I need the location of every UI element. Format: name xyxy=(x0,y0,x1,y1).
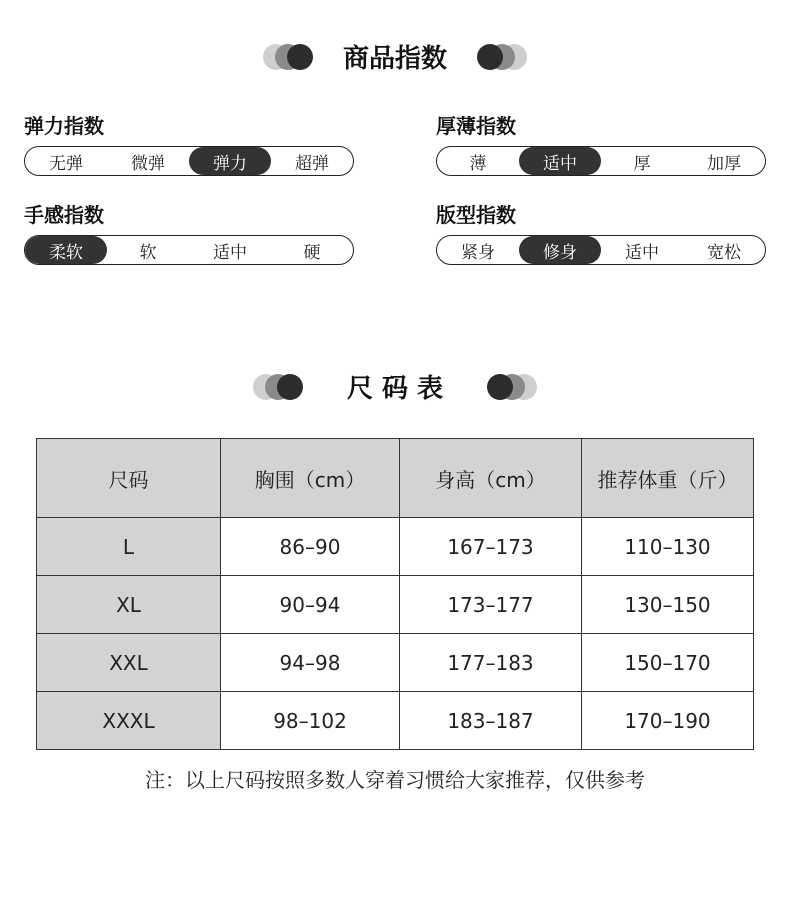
feel-label: 手感指数 xyxy=(24,203,104,227)
size-cell: XL xyxy=(37,576,221,634)
elasticity-option: 超弹 xyxy=(295,153,329,174)
decorative-dots-icon xyxy=(253,374,303,400)
thickness-option: 薄 xyxy=(469,153,487,174)
feel-scale xyxy=(24,235,354,265)
height-cell: 173–177 xyxy=(400,576,582,634)
elasticity-label: 弹力指数 xyxy=(24,114,104,138)
thickness-scale xyxy=(436,146,766,176)
elasticity-option: 无弹 xyxy=(49,153,83,174)
header-chest: 胸围（cm） xyxy=(221,439,400,518)
table-row xyxy=(37,634,754,692)
table-row xyxy=(37,692,754,750)
elasticity-scale xyxy=(24,146,354,176)
table-row xyxy=(37,518,754,576)
fit-label: 版型指数 xyxy=(436,203,516,227)
size-note: 注：以上尺码按照多数人穿着习惯给大家推荐，仅供参考 xyxy=(145,768,645,792)
table-header-row xyxy=(37,439,754,518)
height-cell: 167–173 xyxy=(400,518,582,576)
header-height: 身高（cm） xyxy=(400,439,582,518)
elasticity-option: 微弹 xyxy=(131,153,165,174)
feel-option: 柔软 xyxy=(25,236,107,264)
decorative-dots-icon xyxy=(477,44,527,70)
chest-cell: 86–90 xyxy=(221,518,400,576)
weight-cell: 150–170 xyxy=(582,634,754,692)
thickness-option: 适中 xyxy=(519,147,601,175)
fit-option: 适中 xyxy=(625,242,659,263)
weight-cell: 110–130 xyxy=(582,518,754,576)
height-cell: 183–187 xyxy=(400,692,582,750)
decorative-dots-icon xyxy=(263,44,313,70)
thickness-label: 厚薄指数 xyxy=(436,114,516,138)
feel-option: 软 xyxy=(139,242,157,263)
table-row xyxy=(37,576,754,634)
header-size: 尺码 xyxy=(37,439,221,518)
size-cell: XXL xyxy=(37,634,221,692)
weight-cell: 130–150 xyxy=(582,576,754,634)
chest-cell: 90–94 xyxy=(221,576,400,634)
size-table xyxy=(36,438,754,750)
size-cell: L xyxy=(37,518,221,576)
product-index-title: 商品指数 xyxy=(342,44,447,74)
weight-cell: 170–190 xyxy=(582,692,754,750)
header-weight: 推荐体重（斤） xyxy=(582,439,754,518)
size-cell: XXXL xyxy=(37,692,221,750)
size-chart-title: 尺 码 表 xyxy=(346,374,444,404)
fit-option: 宽松 xyxy=(707,242,741,263)
height-cell: 177–183 xyxy=(400,634,582,692)
thickness-option: 厚 xyxy=(633,153,651,174)
fit-scale xyxy=(436,235,766,265)
fit-option: 修身 xyxy=(519,236,601,264)
product-index-header xyxy=(0,38,790,75)
feel-option: 硬 xyxy=(303,242,321,263)
elasticity-option: 弹力 xyxy=(189,147,271,175)
thickness-option: 加厚 xyxy=(707,153,741,174)
feel-option: 适中 xyxy=(213,242,247,263)
chest-cell: 98–102 xyxy=(221,692,400,750)
chest-cell: 94–98 xyxy=(221,634,400,692)
decorative-dots-icon xyxy=(487,374,537,400)
fit-option: 紧身 xyxy=(461,242,495,263)
size-chart-header xyxy=(0,368,790,405)
